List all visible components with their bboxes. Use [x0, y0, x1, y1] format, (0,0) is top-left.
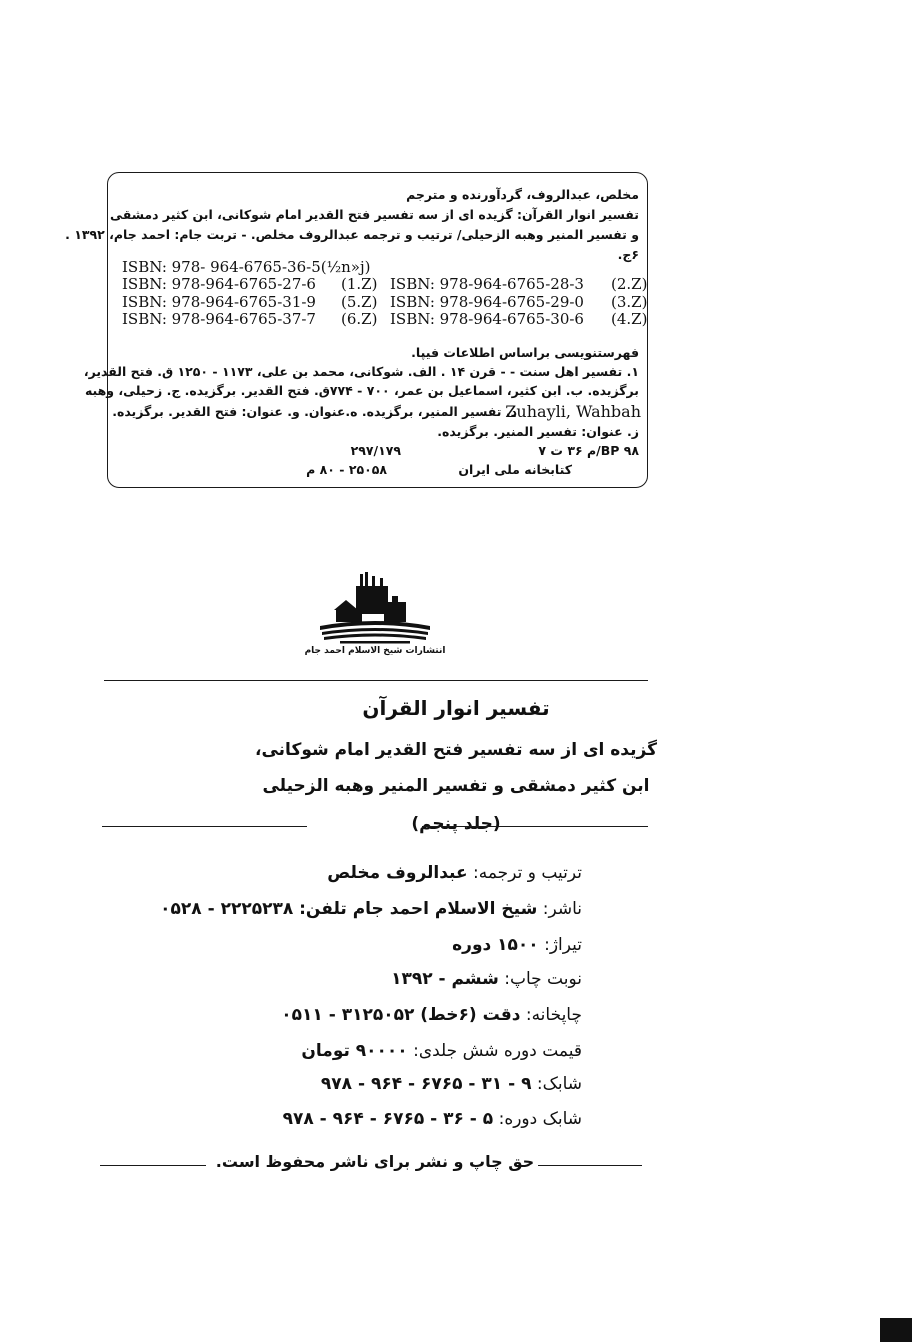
- publisher-label: ناشر:: [537, 899, 582, 919]
- cip-author: مخلص، عبدالروف، گردآورنده و مترجم: [406, 187, 639, 202]
- divider-copyright-left: [100, 1165, 206, 1166]
- publisher-value: شیخ الاسلام احمد جام تلفن: ۲۲۲۵۲۳۸ - ۰۵۲۸: [160, 899, 538, 919]
- cip-national-no: ۲۵۰۵۸ - ۸۰ م: [306, 462, 387, 477]
- scan-edge-mark: [880, 1318, 912, 1342]
- volume-label: (جلد پنجم): [411, 814, 501, 834]
- translator-value: عبدالروف مخلص: [327, 863, 468, 883]
- isbn-vol-5: ISBN: 978-964-6765-31-9: [122, 293, 316, 311]
- cip-volumes: ۶ج.: [617, 247, 639, 262]
- isbn-vol-6: ISBN: 978-964-6765-37-7: [122, 310, 316, 328]
- cip-title-line: تفسیر انوار القرآن: گزیده ای از سه تفسیر فتح القدیر امام شوکانی، ابن کثیر دمشقی: [110, 207, 639, 222]
- divider-top: [104, 680, 648, 681]
- isbn-fa-label: شابک:: [531, 1074, 582, 1094]
- cip-responsibility-line: و تفسیر المنیر وهبه الزحیلی/ ترتیب و ترجمه عبدالروف مخلص. - تربت جام: احمد جام، ۱۳۹۲ .: [65, 227, 639, 242]
- print-run-value: ۱۵۰۰ دوره: [452, 935, 539, 955]
- isbn-fa-line: [321, 1073, 582, 1095]
- isbn-fa-value: ۹ - ۳۱ - ۶۷۶۵ - ۹۶۴ - ۹۷۸: [320, 1074, 532, 1094]
- edition-label: نوبت چاپ:: [498, 969, 582, 989]
- isbn-set-fa-value: ۵ - ۳۶ - ۶۷۶۵ - ۹۶۴ - ۹۷۸: [282, 1109, 494, 1129]
- isbn-set: ISBN: 978- 964-6765-36-5(½n»j): [122, 258, 371, 276]
- cip-subject-4: ز. عنوان: تفسیر المنیر. برگزیده.: [437, 424, 639, 439]
- isbn-vol-1: ISBN: 978-964-6765-27-6: [122, 275, 316, 293]
- cip-library: کتابخانه ملی ایران: [458, 462, 572, 477]
- cip-subject-2: برگزیده. ب. ابن کثیر، اسماعیل بن عمر، ۷۰۰ - ۷۷۴ق. فتح القدیر. برگزیده. ج. زحیلی، وهبه: [84, 383, 639, 398]
- logo-caption: انتشارات شیخ الاسلام احمد جام: [304, 646, 446, 656]
- edition-value: ششم - ۱۳۹۲: [391, 969, 499, 989]
- price-line: [301, 1040, 582, 1062]
- printing-house-line: [281, 1004, 582, 1026]
- price-label: قیمت دوره شش جلدی:: [407, 1041, 582, 1061]
- isbn-set-fa-label: شابک دوره:: [493, 1109, 582, 1129]
- publisher-line: [160, 898, 582, 920]
- vol-label-5: (5.Z): [341, 293, 378, 311]
- print-run-label: تیراژ:: [538, 935, 582, 955]
- isbn-vol-4: ISBN: 978-964-6765-30-6: [390, 310, 584, 328]
- cip-subject-1: ۱. تفسیر اهل سنت - - قرن ۱۴ . الف. شوکانی، محمد بن علی، ۱۱۷۳ - ۱۲۵۰ ق. فتح القدیر،: [83, 364, 639, 379]
- isbn-vol-3: ISBN: 978-964-6765-29-0: [390, 293, 584, 311]
- price-value: ۹۰۰۰۰ تومان: [301, 1041, 408, 1061]
- vol-label-4: (4.Z): [611, 310, 648, 328]
- divider-volume-right: [422, 826, 648, 827]
- edition-line: [391, 968, 582, 990]
- isbn-set-fa-line: [283, 1108, 582, 1130]
- printing-house-label: چاپخانه:: [520, 1005, 582, 1025]
- printing-house-value: دقت (۶خط) ۳۱۲۵۰۵۲ - ۰۵۱۱: [281, 1005, 521, 1025]
- print-run-line: [452, 934, 582, 956]
- cip-subject-3: د. تفسیر المنیر، برگزیده. ه.عنوان. و. عنوان: فتح القدیر. برگزیده.: [112, 404, 517, 419]
- copyright-notice: حق چاپ و نشر برای ناشر محفوظ است.: [215, 1152, 535, 1171]
- vol-label-6: (6.Z): [341, 310, 378, 328]
- divider-copyright-right: [538, 1165, 642, 1166]
- cip-box: [65, 172, 648, 488]
- cip-fipa-note: فهرستنویسی براساس اطلاعات فیپا.: [411, 345, 639, 360]
- vol-label-1: (1.Z): [341, 275, 378, 293]
- translator-line: [327, 862, 582, 884]
- cip-zuhayli: Zuhayli, Wahbah: [505, 402, 641, 421]
- cip-dewey: ۲۹۷/۱۷۹: [350, 443, 401, 458]
- isbn-vol-2: ISBN: 978-964-6765-28-3: [390, 275, 584, 293]
- translator-label: ترتیب و ترجمه:: [467, 863, 582, 883]
- book-subtitle-2: ابن کثیر دمشقی و تفسیر المنیر وهبه الزحیلی: [262, 776, 650, 796]
- book-subtitle-1: گزیده ای از سه تفسیر فتح القدیر امام شوکانی،: [255, 740, 657, 760]
- book-title: تفسیر انوار القرآن: [362, 696, 550, 720]
- vol-label-3: (3.Z): [611, 293, 648, 311]
- cip-class-number: BP ۹۸/م ۳۶ ت ۷: [538, 443, 639, 458]
- vol-label-2: (2.Z): [611, 275, 648, 293]
